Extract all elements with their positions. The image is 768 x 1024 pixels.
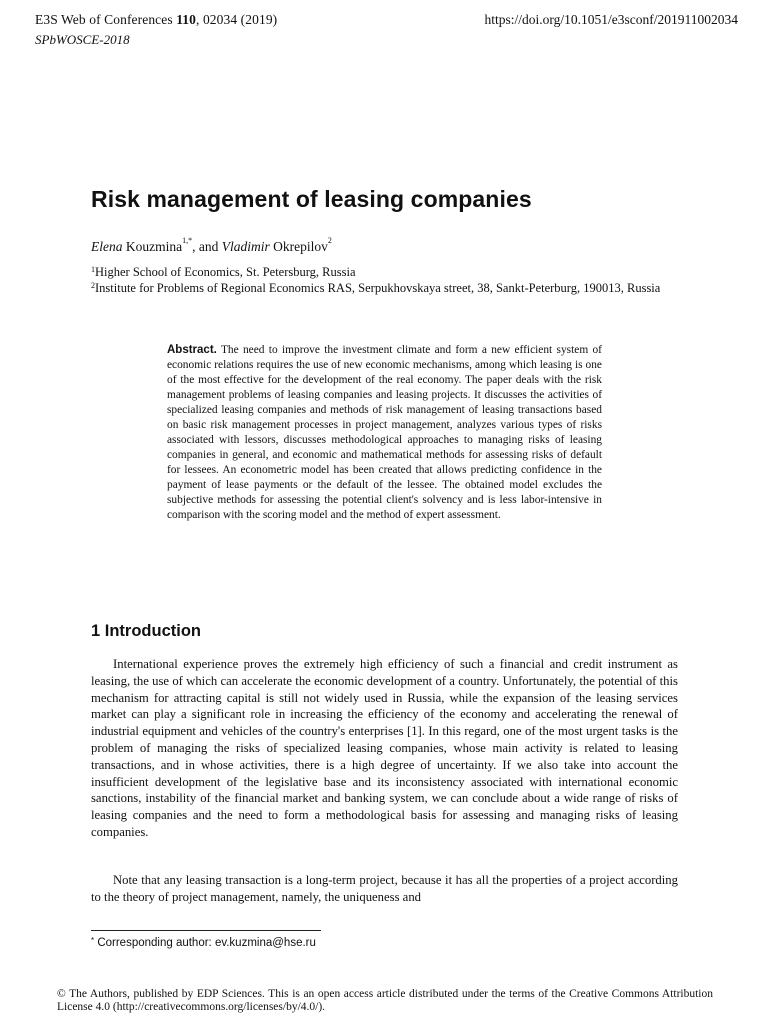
journal-volume: 110 [176, 12, 196, 27]
author-line [91, 236, 332, 255]
doi-link[interactable]: https://doi.org/10.1051/e3sconf/201911002034 [484, 12, 738, 27]
conference-name: SPbWOSCE-2018 [35, 32, 130, 47]
author1-affiliation-marks: 1,* [182, 236, 193, 245]
footnote [91, 937, 316, 949]
body-paragraph-1 [91, 656, 678, 841]
affiliation-1 [91, 264, 661, 280]
author1-given-name: Elena [91, 239, 123, 254]
author2-given-name: Vladimir [221, 239, 270, 254]
author1-family-name: Kouzmina [125, 239, 183, 254]
abstract-label: Abstract. [167, 344, 217, 356]
section-heading: 1 Introduction [91, 622, 201, 640]
author2-affiliation-marks: 2 [327, 236, 332, 245]
affiliation-2-mark: 2 [91, 281, 95, 290]
affiliation-1-text: Higher School of Economics, St. Petersburg, Russia [95, 265, 356, 279]
affiliation-2 [91, 280, 661, 296]
journal-name: E3S Web of Conferences [35, 12, 173, 27]
paragraph-text: Note that any leasing transaction is a long-term project, because it has all the properties of a project according to the theory of project management, namely, the uniqueness and [91, 873, 678, 904]
article-number: , 02034 (2019) [196, 12, 278, 27]
author-separator: , and [192, 239, 222, 254]
footnote-divider [91, 930, 321, 931]
abstract-block [167, 343, 602, 523]
paragraph-text: International experience proves the extremely high efficiency of such a financial and credit instrument as leasing, the use of which can accelerate the economic development of a country. Unfortunately, the potential of this mechanism for attracting capital is still not widely used in Russia, while the expansion of the leasing services market can play a significant role in increasing the efficiency of the economy and accelerating the renewal of industrial equipment and vehicles of the country's enterprises [1]. In this regard, one of the most urgent tasks is the problem of managing the risks of specialized leasing companies, whose main activity is related to leasing transactions, and in whose activities, there is a high degree of uncertainty. If we also take into account the insufficient development of the legislative base and its inconsistency associated with international economic sanctions, instability of the financial market and banking system, we can conclude about a wide range of risks of leasing companies and the need to form a methodological basis for assessing and managing risks of leasing companies. [91, 657, 678, 839]
author2-family-name: Okrepilov [273, 239, 328, 254]
body-paragraph-2 [91, 872, 678, 906]
affiliation-1-mark: 1 [91, 265, 95, 274]
journal-header [35, 12, 277, 28]
abstract-text: The need to improve the investment climate and form a new efficient system of economic relations requires the use of new economic mechanisms, among which leasing is one of the most effective for the development of the real economy. The paper deals with the risk management problems of leasing companies and leasing projects. It discusses the activities of specialized leasing companies and methods of risk management of leasing transactions based on basic risk management processes in project management, analyzes various types of risks associated with lessors, discusses methodological approaches to managing risks of leasing companies in general, and economic and mathematical methods for assessing risks of default for lessees. An econometric model has been created that allows predicting confidence in the payment of lease payments or the default of the lessee. The obtained model excludes the subjective methods for assessing the potential client's solvency and is less labor-intensive in comparison with the scoring model and the method of expert assessment. [167, 344, 602, 521]
footnote-mark: * [91, 936, 95, 945]
affiliation-2-text: Institute for Problems of Regional Economics RAS, Serpukhovskaya street, 38, Sankt-Peterburg, 190013, Russia [95, 281, 661, 295]
footnote-text: Corresponding author: ev.kuzmina@hse.ru [94, 937, 316, 949]
license-notice: © The Authors, published by EDP Sciences. This is an open access article distributed under the terms of the Creative Commons Attribution License 4.0 (http://creativecommons.org/licenses/by/4.0/). [57, 988, 713, 1013]
paper-title: Risk management of leasing companies [91, 186, 532, 212]
